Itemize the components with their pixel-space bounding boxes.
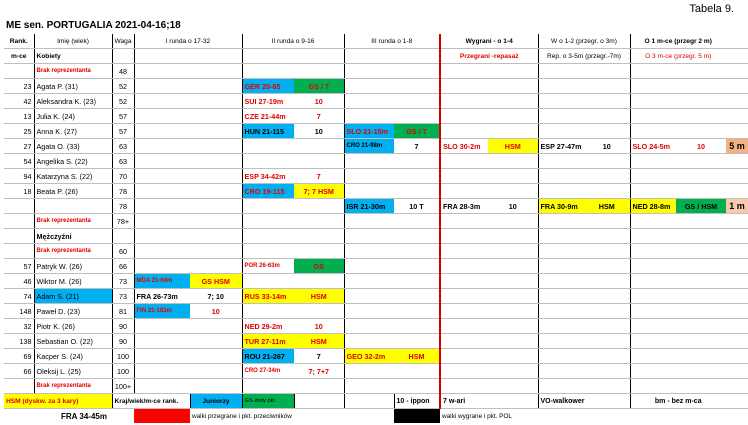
table-row: 57 Patryk W. (26) 66 POR 26-63m GS: [4, 259, 748, 274]
table-row: 23 Agata P. (31) 52 GER 20-85 GS / 7: [4, 79, 748, 94]
legend-row: HSM (dyskw. za 3 kary) Kraj/wiek/m-ce rank. Juniorzy GS-złoty pkt. 10 - ippon 7 w-ari VO-walkower bm - bez m-ca: [4, 394, 748, 409]
page-label: Tabela 9.: [689, 3, 734, 15]
page-title: ME sen. PORTUGALIA 2021-04-16;18: [6, 20, 181, 31]
place-badge: 1 m: [726, 199, 748, 214]
red-swatch: [134, 409, 190, 424]
header-row-2: m-ce Kobiety Przegrani -repasaż Rep. o 3-5m (przegr.-7m) O 3 m-ce (przegr. 5 m): [4, 49, 748, 64]
table-row: 69 Kacper S. (24) 100 ROU 21-267 7 GEO 32-2m HSM: [4, 349, 748, 364]
table-row: Brak reprezentanta 48: [4, 64, 748, 79]
table-row: 66 Oleksij L. (25) 100 CRO 27-34m 7; 7+7: [4, 364, 748, 379]
place-badge: 5 m: [726, 139, 748, 154]
section-row: Mężczyźni: [4, 229, 748, 244]
table-row: 148 Paweł D. (23) 81 FIN 21-183m 10: [4, 304, 748, 319]
table-row: 25 Anna K. (27) 57 HUN 21-115 10 SLO 21-15m GS / 7: [4, 124, 748, 139]
table-row: 13 Julia K. (24) 57 CZE 21-44m 7: [4, 109, 748, 124]
table-row: 138 Sebastian O. (22) 90 TUR 27-11m HSM: [4, 334, 748, 349]
table-row: Brak reprezentanta 60: [4, 244, 748, 259]
results-table: [4, 34, 748, 423]
table-row: Brak reprezentanta 78+: [4, 214, 748, 229]
header-row-1: Rank. Imię (wiek) Waga I runda o 17-32 II runda o 9-16 III runda o 1-8 Wygrani - o 1-4 W o 1-2 (przegr. o 3m) O 1 m-ce (przegr 2 m): [4, 34, 748, 49]
table-row: 18 Beata P. (26) 78 CRO 19-115 7; 7 HSM: [4, 184, 748, 199]
table-row: 54 Angelika S. (22) 63: [4, 154, 748, 169]
table-row: 94 Katarzyna S. (22) 70 ESP 34-42m 7: [4, 169, 748, 184]
table-row: 46 Wiktor M. (26) 73 MDA 21-64m GS HSM: [4, 274, 748, 289]
legend-row: FRA 34-45m walki przegrane i pkt. przeciwników walki wygrane i pkt. POL: [4, 409, 748, 424]
table-row: 32 Piotr K. (26) 90 NED 29-2m 10: [4, 319, 748, 334]
table-row: 74 Adam S. (21) 73 FRA 26-73m 7; 10 RUS 33-14m HSM: [4, 289, 748, 304]
table-row: Brak reprezentanta 100+: [4, 379, 748, 394]
table-row: 78 ISR 21-30m 10 T FRA 28-3m 10 FRA 30-9m HSM NED 28-8m GS / HSM 1 m: [4, 199, 748, 214]
black-swatch: [394, 409, 440, 424]
table-row: 42 Aleksandra K. (23) 52 SUI 27-19m 10: [4, 94, 748, 109]
table-row: 27 Agata O. (33) 63 CRO 21-98m 7 SLO 30-2m HSM ESP 27-47m 10 SLO 24-5m 10 5 m: [4, 139, 748, 154]
